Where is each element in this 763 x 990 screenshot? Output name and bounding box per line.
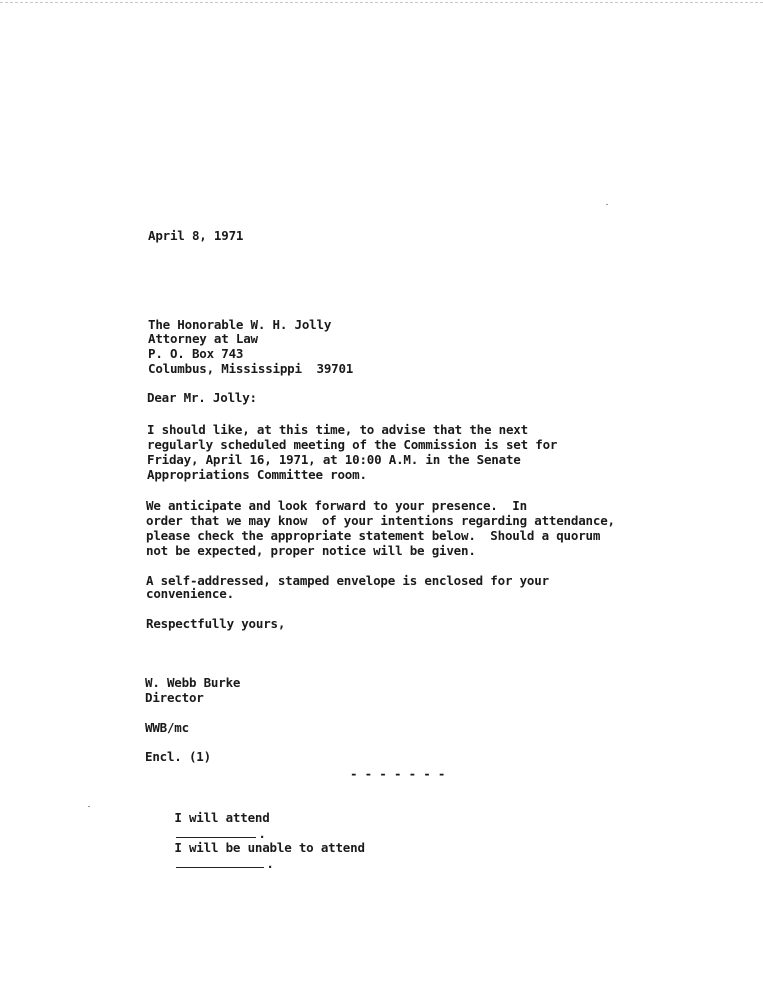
page-top-border: [0, 2, 763, 3]
paragraph2-line-2: order that we may know of your intentions regarding attendance,: [146, 513, 615, 528]
paragraph1-line-3: Friday, April 16, 1971, at 10:00 A.M. in the Senate: [147, 452, 521, 467]
scan-speck: [88, 806, 90, 807]
signer-name: W. Webb Burke: [145, 675, 241, 690]
unable-statement: [145, 825, 365, 886]
attend-text: I will attend: [174, 810, 270, 825]
separator-dashes: - - - - - - -: [350, 766, 446, 781]
paragraph1-line-2: regularly scheduled meeting of the Commission is set for: [147, 437, 558, 452]
paragraph3-line-2: convenience.: [146, 586, 234, 601]
unable-text: I will be unable to attend: [174, 840, 365, 855]
recipient-line-3: P. O. Box 743: [148, 346, 244, 361]
scan-speck: [606, 204, 608, 205]
paragraph1-line-1: I should like, at this time, to advise that the next: [147, 422, 528, 437]
recipient-line-2: Attorney at Law: [148, 331, 258, 346]
attend-period: .: [258, 826, 266, 841]
recipient-line-1: The Honorable W. H. Jolly: [148, 317, 332, 332]
paragraph1-line-4: Appropriations Committee room.: [147, 467, 367, 482]
paragraph3-line-1: A self-addressed, stamped envelope is enclosed for your: [146, 573, 549, 588]
letter-date: April 8, 1971: [148, 228, 244, 243]
closing: Respectfully yours,: [146, 616, 286, 631]
recipient-line-4: Columbus, Mississippi 39701: [148, 361, 354, 376]
signer-title: Director: [145, 690, 204, 705]
unable-blank[interactable]: [176, 855, 264, 868]
salutation: Dear Mr. Jolly:: [147, 390, 257, 405]
paragraph2-line-3: please check the appropriate statement below. Should a quorum: [146, 528, 601, 543]
paragraph2-line-4: not be expected, proper notice will be given.: [146, 543, 476, 558]
typist-initials: WWB/mc: [145, 720, 189, 735]
unable-period: .: [266, 856, 274, 871]
enclosure-note: Encl. (1): [145, 749, 211, 764]
paragraph2-line-1: We anticipate and look forward to your presence. In: [146, 498, 527, 513]
